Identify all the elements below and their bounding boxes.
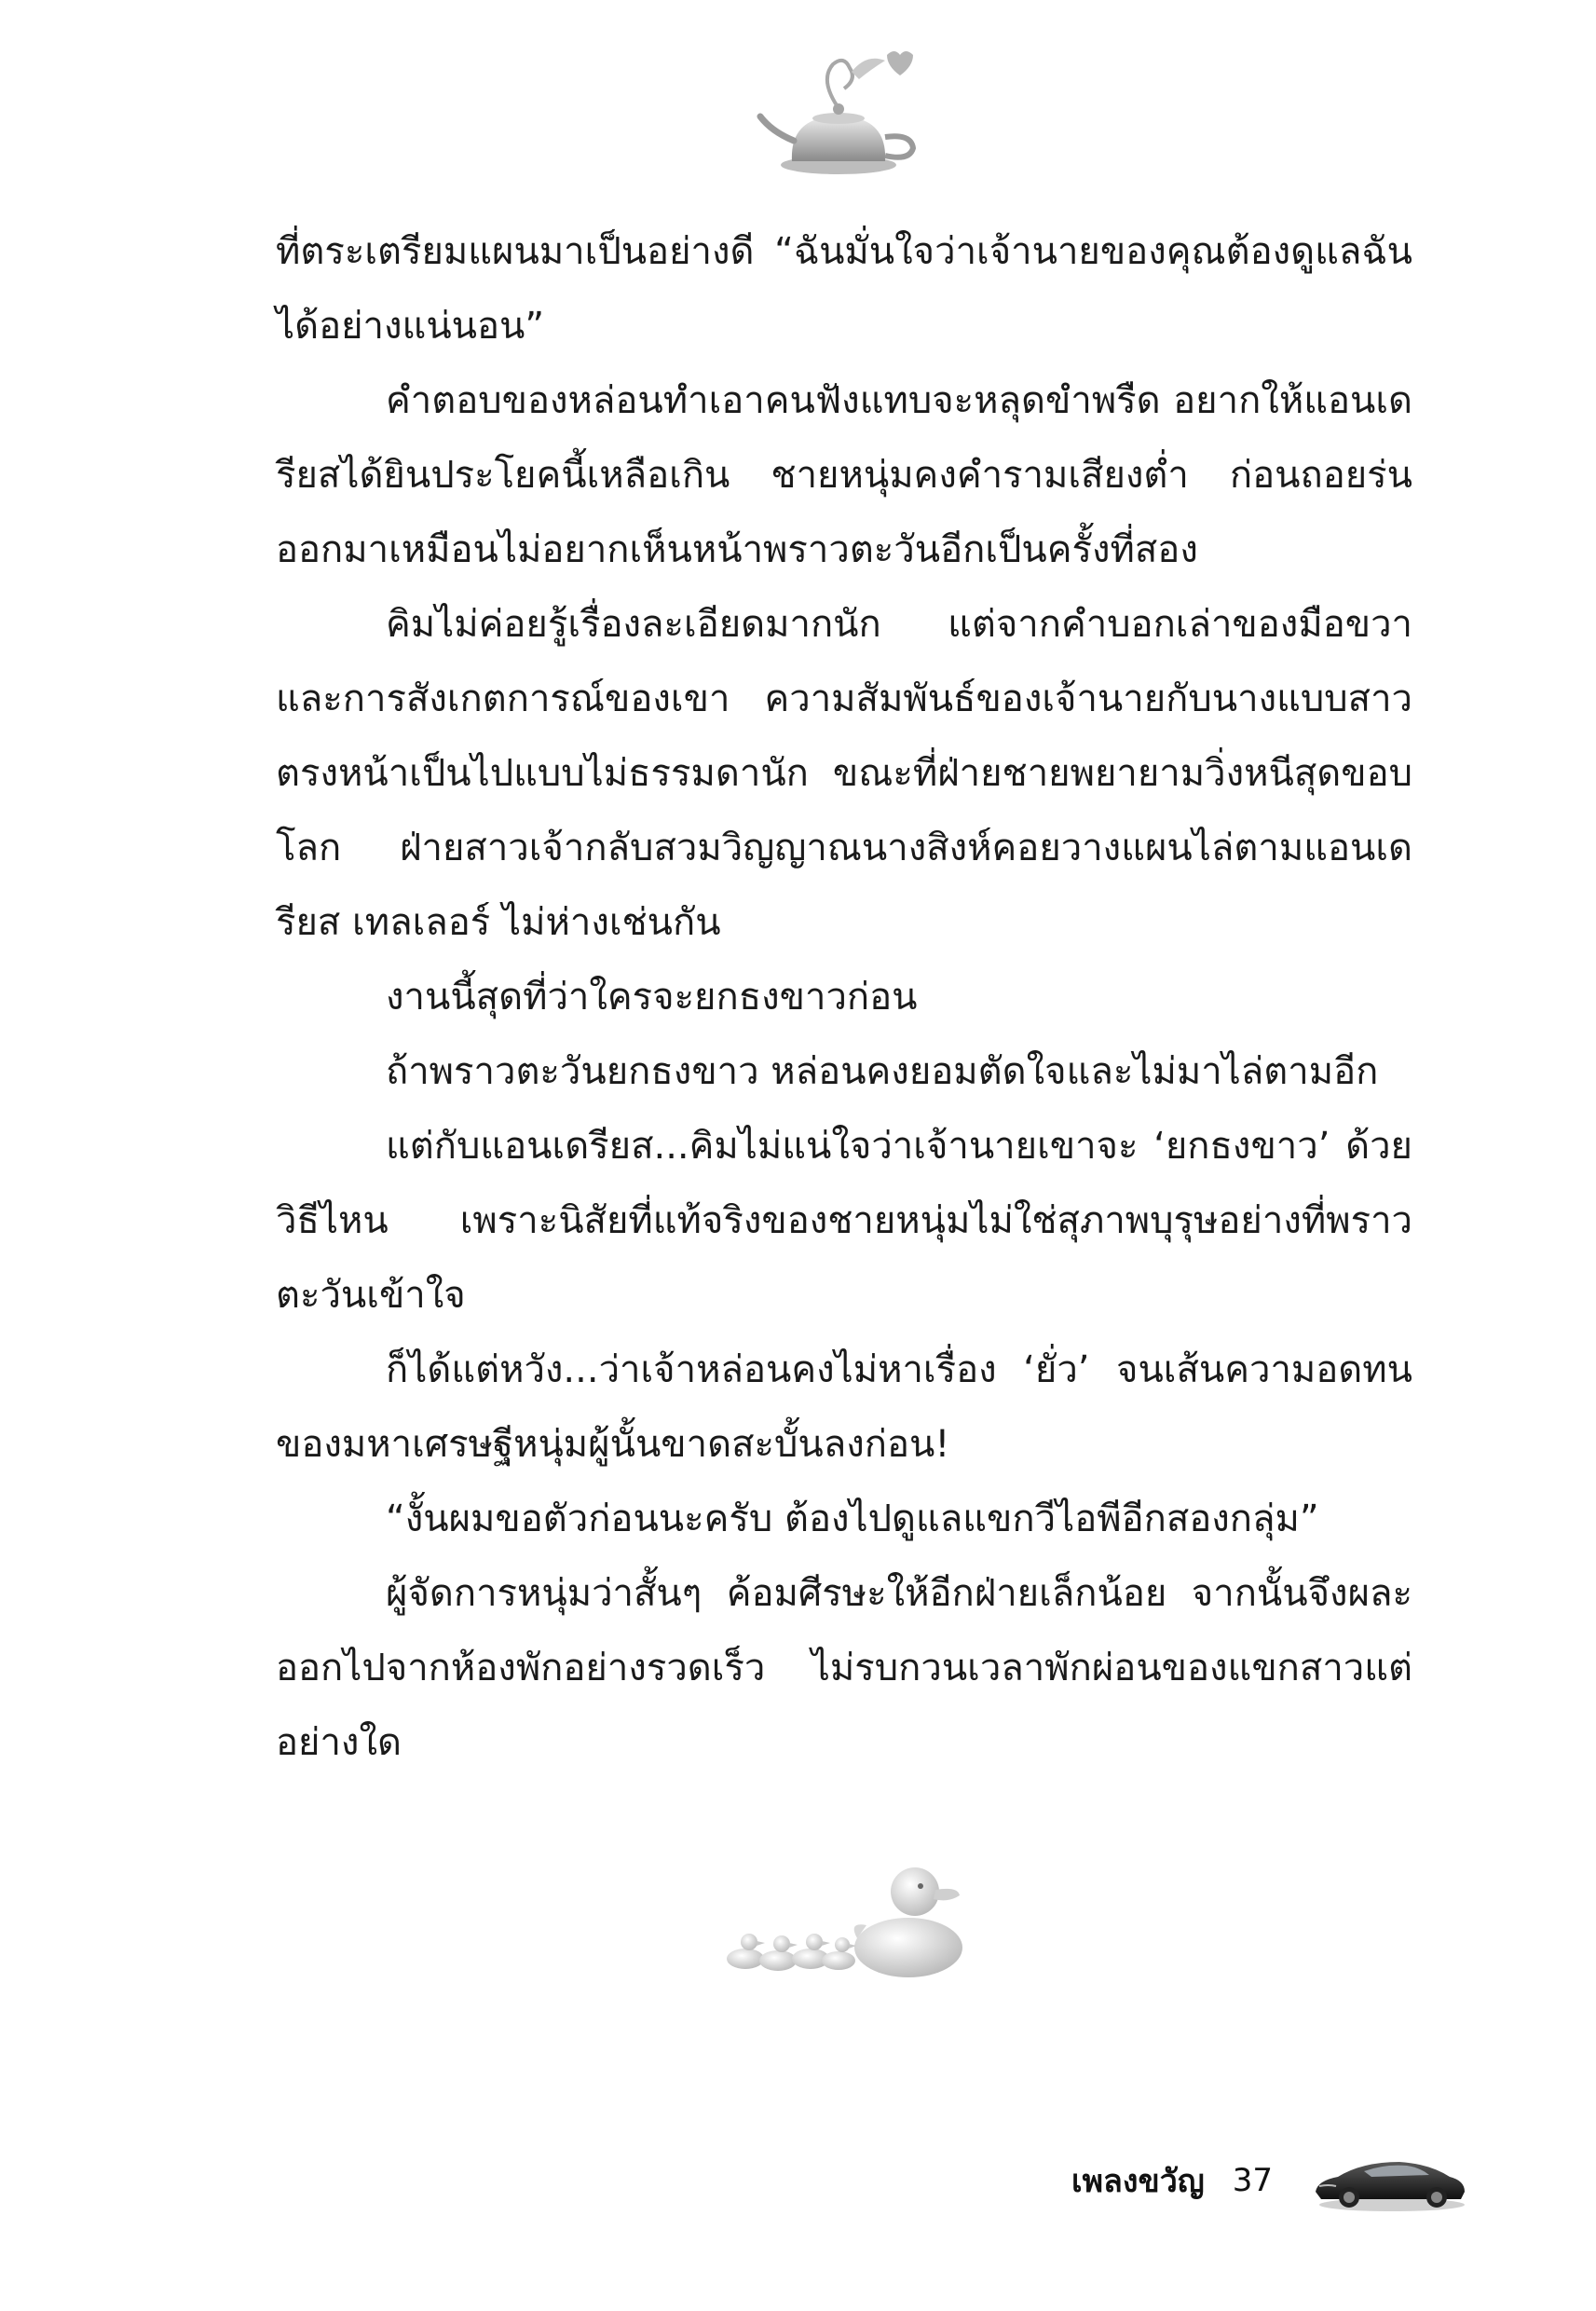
sports-car-icon (1310, 2143, 1468, 2218)
paragraph: งานนี้สุดที่ว่าใครจะยกธงขาวก่อน (386, 976, 918, 1019)
paragraph: คำตอบของหล่อนทำเอาคนฟังแทบจะหลุดขำพรืด อยากให้แอนเดรียสได้ยินประโยคนี้เหลือเกิน ชายหนุ่มคงคำรามเสียงต่ำ ก่อนถอยร่นออกมาเหมือนไม่อยากเห็นหน้าพราวตะวันอีกเป็นครั้งที่สอง (276, 379, 1412, 571)
paragraph: ที่ตระเตรียมแผนมาเป็นอย่างดี “ฉันมั่นใจว่าเจ้านายของคุณต้องดูแลฉันได้อย่างแน่นอน” (276, 230, 1412, 348)
paragraph: คิมไม่ค่อยรู้เรื่องละเอียดมากนัก แต่จากคำบอกเล่าของมือขวาและการสังเกตการณ์ของเขา ความสัมพันธ์ของเจ้านายกับนางแบบสาวตรงหน้าเป็นไปแบบไม่ธรรมดานัก ขณะที่ฝ่ายชายพยายามวิ่งหนีสุดขอบโลก ฝ่ายสาวเจ้ากลับสวมวิญญาณนางสิงห์คอยวางแผนไล่ตามแอนเดรียส เทลเลอร์ ไม่ห่างเช่นกัน (276, 603, 1412, 944)
page-footer (1071, 2143, 1468, 2218)
rubber-ducks-icon (708, 1845, 988, 1985)
body-text (276, 214, 1412, 1780)
paragraph: ก็ได้แต่หวัง...ว่าเจ้าหล่อนคงไม่หาเรื่อง ‘ยั่ว’ จนเส้นความอดทนของมหาเศรษฐีหนุ่มผู้นั้นขาดสะบั้นลงก่อน! (276, 1348, 1412, 1466)
paragraph: “งั้นผมขอตัวก่อนนะครับ ต้องไปดูแลแขกวีไอพีอีกสองกลุ่ม” (386, 1497, 1319, 1540)
paragraph: แต่กับแอนเดรียส...คิมไม่แน่ใจว่าเจ้านายเขาจะ ‘ยกธงขาว’ ด้วยวิธีไหน เพราะนิสัยที่แท้จริงของชายหนุ่มไม่ใช่สุภาพบุรุษอย่างที่พราวตะวันเข้าใจ (276, 1125, 1412, 1317)
teapot-fairy-icon (755, 51, 922, 191)
book-title: เพลงขวัญ (1071, 2163, 1205, 2200)
paragraph: ผู้จัดการหนุ่มว่าสั้นๆ ค้อมศีรษะให้อีกฝ่ายเล็กน้อย จากนั้นจึงผละออกไปจากห้องพักอย่างรวดเร็ว ไม่รบกวนเวลาพักผ่อนของแขกสาวแต่อย่างใด (276, 1572, 1412, 1764)
page-number: 37 (1232, 2162, 1274, 2199)
paragraph: ถ้าพราวตะวันยกธงขาว หล่อนคงยอมตัดใจและไม่มาไล่ตามอีก (386, 1050, 1379, 1093)
